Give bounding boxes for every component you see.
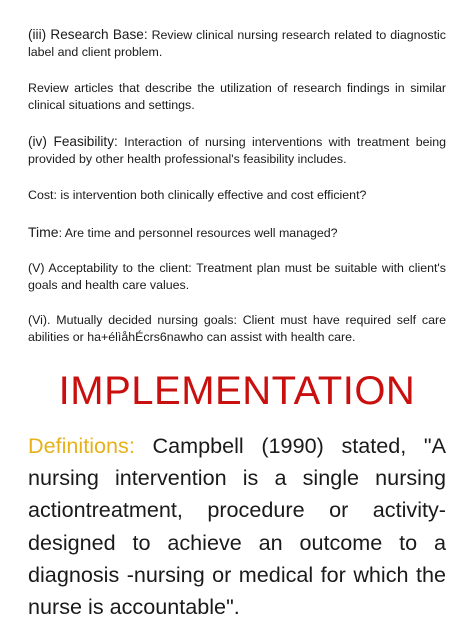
section-heading: IMPLEMENTATION [58,369,416,413]
feasibility-paragraph [28,133,446,168]
mutual-goals-text: Client must have required self care abilities or ha+élìåhÉcrs6nawho can assist with health care. [28,313,446,344]
time-lead: Time [28,224,59,240]
feasibility-lead: (iv) Feasibility: [28,134,118,149]
time-text: : Are time and personnel resources well managed? [58,226,338,240]
acceptability-paragraph [28,260,446,294]
time-paragraph [28,224,446,242]
mutual-goals-lead: (Vi). Mutually decided nursing goals: [28,313,237,327]
acceptability-text: Treatment plan must be suitable with client's goals and health care values. [28,261,446,292]
cost-paragraph [28,187,446,204]
feasibility-text: Interaction of nursing interventions with treatment being provided by other health professional's feasibility includes. [28,135,447,166]
definition-label: Definitions: [28,433,135,458]
definition-paragraph [28,430,446,623]
mutual-goals-paragraph [28,312,446,346]
review-articles-text: Review articles that describe the utilization of research findings in similar clinical situations and settings. [28,81,446,112]
document-page [28,26,446,623]
cost-text: Cost: is intervention both clinically effective and cost efficient? [28,188,367,202]
review-articles-paragraph [28,80,446,114]
research-base-lead: (iii) Research Base: [28,27,148,42]
definition-text: Campbell (1990) stated, "A nursing intervention is a single nursing actiontreatment, procedure or activity-designed to achieve an outcome to a diagnosis -nursing or medical for which the nurse is accountable". [28,433,446,620]
research-base-text: Review clinical nursing research related to diagnostic label and client problem. [28,28,446,59]
research-base-paragraph [28,26,446,61]
acceptability-lead: (V) Acceptability to the client: [28,261,192,275]
